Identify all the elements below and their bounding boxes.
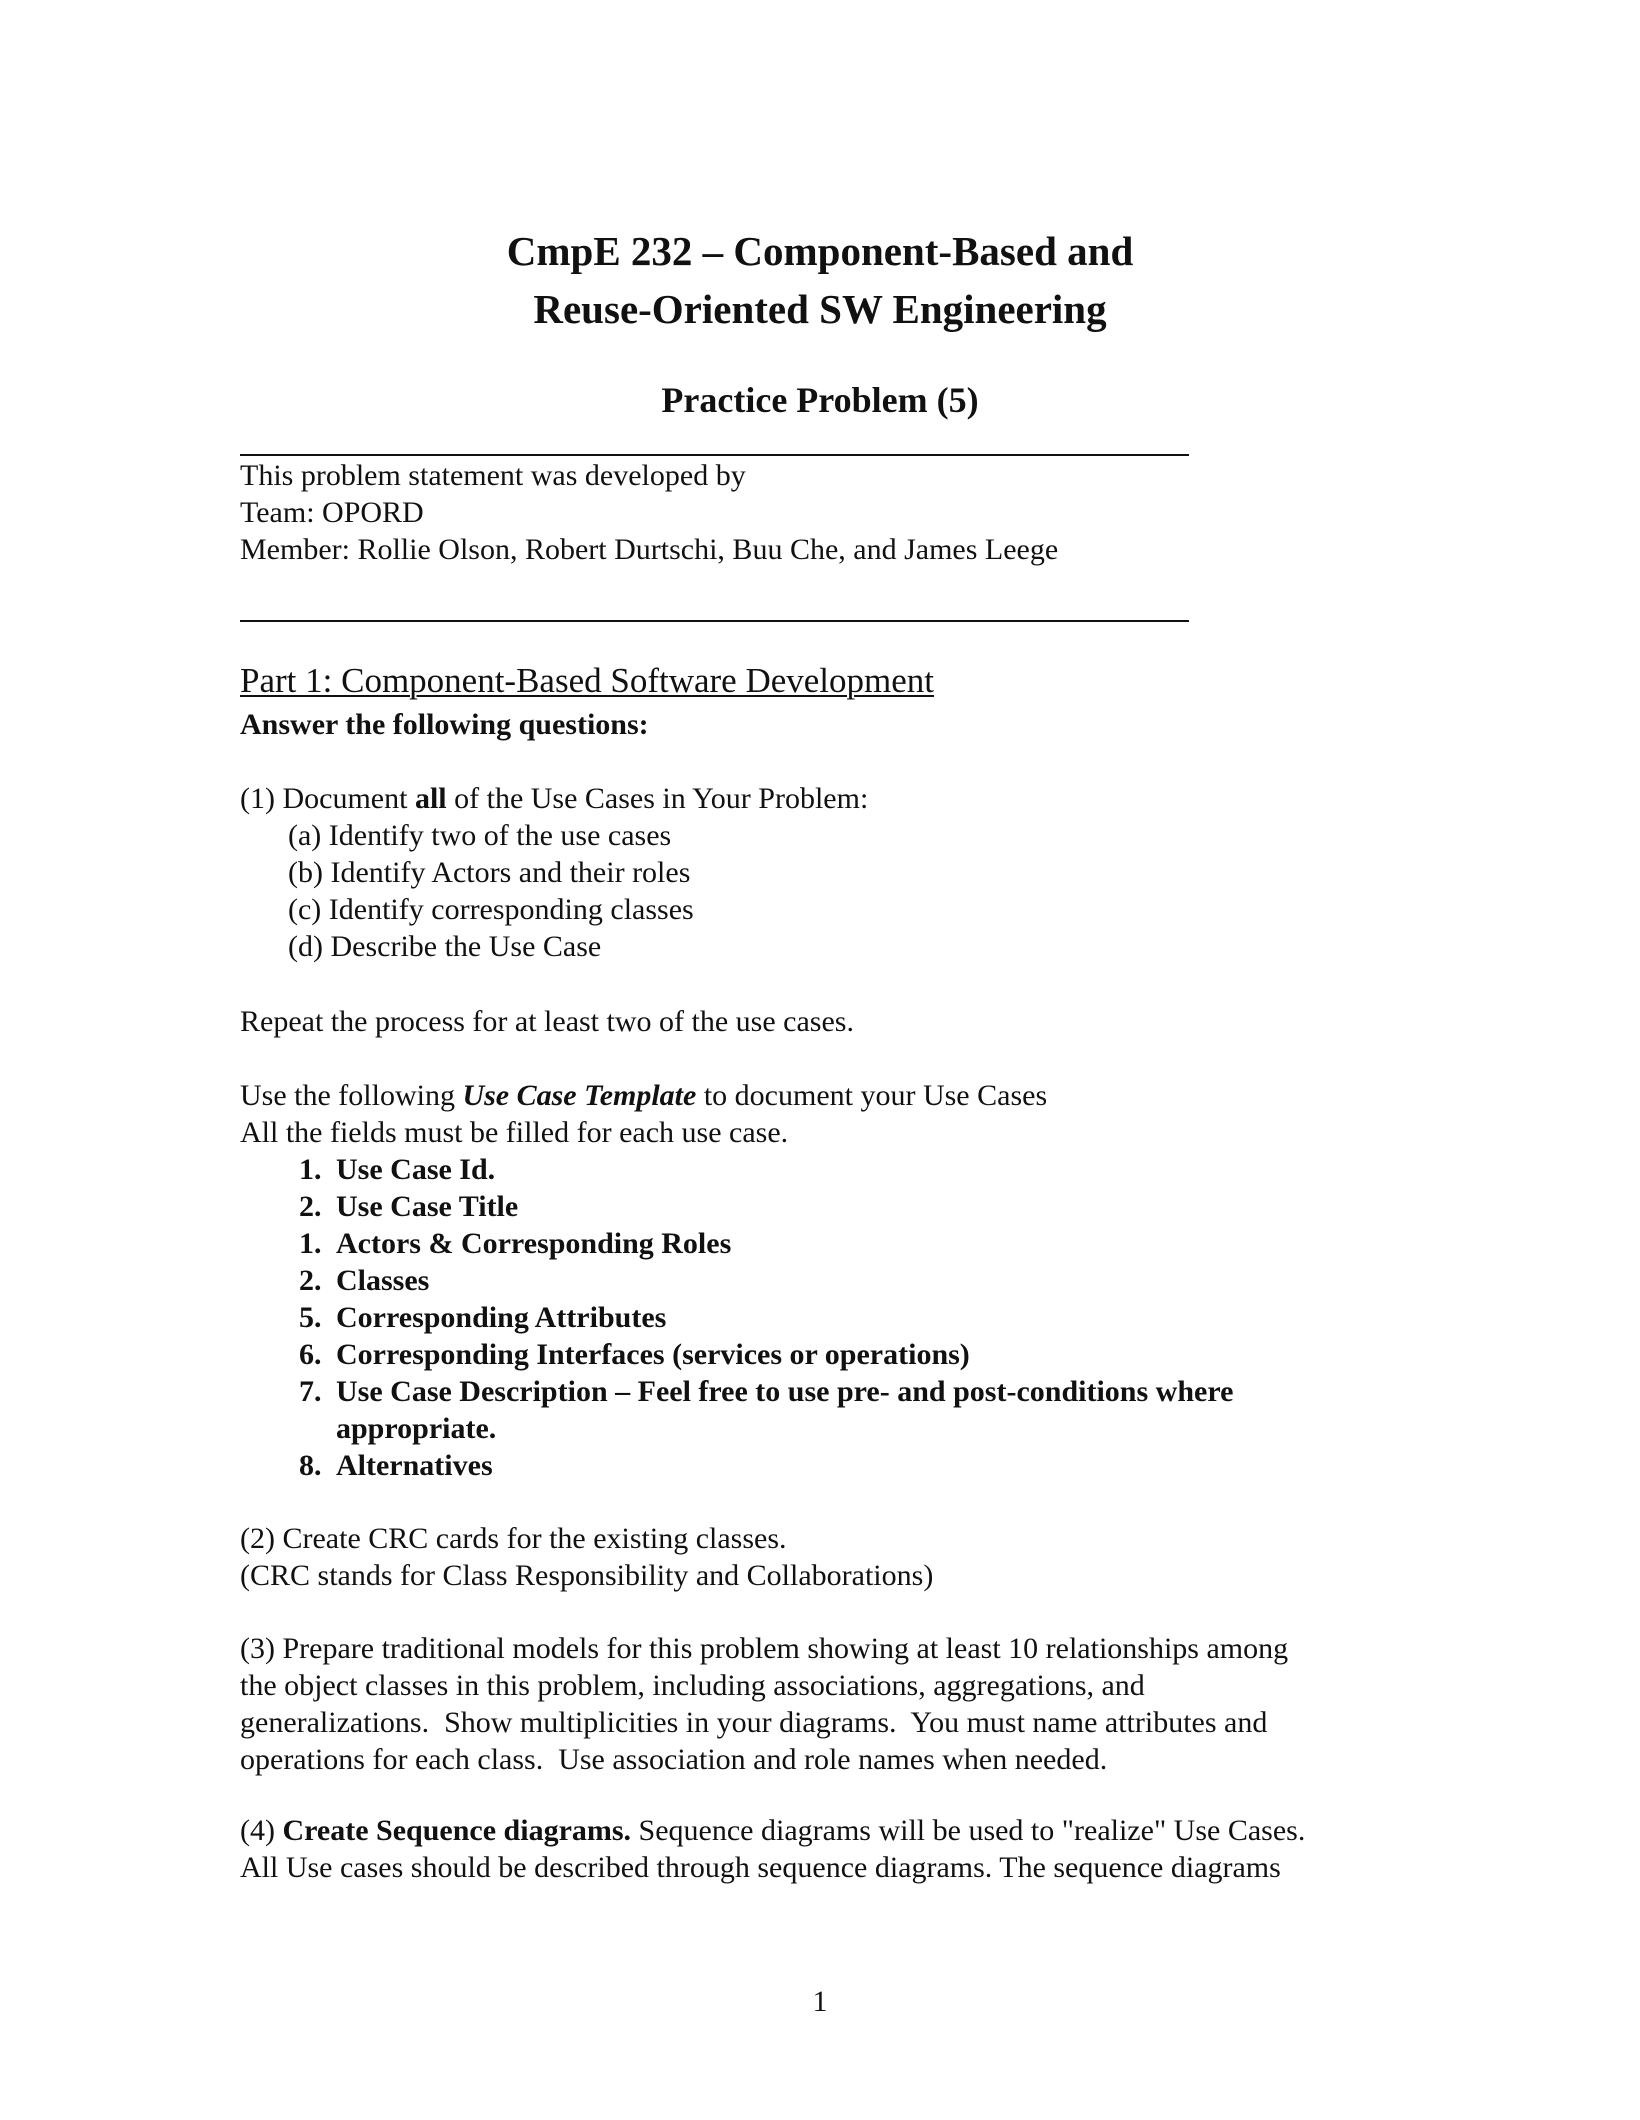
divider-top: [240, 454, 1189, 456]
template-field-list: [240, 1151, 1340, 1484]
question-1-prefix: (1) Document: [240, 782, 415, 815]
list-item-number: 1.: [299, 1153, 322, 1186]
question-2-line-1: (2) Create CRC cards for the existing classes.: [240, 1522, 787, 1555]
list-item-number: 7.: [299, 1375, 322, 1408]
question-3: [240, 1630, 1288, 1778]
list-item: [240, 1447, 1340, 1484]
list-item-number: 5.: [299, 1301, 322, 1334]
list-item-text: Use Case Id.: [336, 1153, 496, 1186]
title-line-2: Reuse-Oriented SW Engineering: [533, 286, 1107, 332]
question-4-line-2: All Use cases should be described through sequence diagrams. The sequence diagrams: [240, 1851, 1281, 1884]
list-item-text: Use Case Title: [336, 1190, 519, 1223]
question-1-suffix: of the Use Cases in Your Problem:: [446, 782, 869, 815]
subitem-c: (c) Identify corresponding classes: [288, 893, 694, 926]
list-item: [240, 1299, 1340, 1336]
list-item-text: Corresponding Attributes: [336, 1301, 667, 1334]
credits-members: Member: Rollie Olson, Robert Durtschi, Buu Che, and James Leege: [240, 533, 1059, 566]
question-3-line-4: operations for each class. Use association and role names when needed.: [240, 1743, 1108, 1776]
subitem-a: (a) Identify two of the use cases: [288, 819, 672, 852]
question-4-line-1: [240, 1812, 1305, 1849]
template-intro: [240, 1077, 1047, 1151]
question-4-suffix: Sequence diagrams will be used to "realize" Use Cases.: [631, 1814, 1306, 1847]
template-intro-prefix: Use the following: [240, 1079, 463, 1112]
divider-bottom: [240, 620, 1189, 622]
template-intro-line-1: [240, 1077, 1047, 1114]
list-item: [240, 1225, 1340, 1262]
page-number: 1: [812, 1985, 828, 2018]
list-item-text: Use Case Description – Feel free to use pre- and post-conditions where appropriate.: [336, 1375, 1234, 1445]
list-item: [240, 1373, 1340, 1447]
list-item-number: 6.: [299, 1338, 322, 1371]
credits-intro: This problem statement was developed by: [240, 459, 746, 492]
question-3-line-3: generalizations. Show multiplicities in your diagrams. You must name attributes and: [240, 1706, 1268, 1739]
question-3-line-1: (3) Prepare traditional models for this problem showing at least 10 relationships among: [240, 1632, 1289, 1665]
answer-prompt: Answer the following questions:: [240, 708, 649, 741]
list-item-number: 8.: [299, 1449, 322, 1482]
question-1: [240, 780, 868, 817]
document-title: [0, 222, 1640, 338]
list-item-number: 2.: [299, 1190, 322, 1223]
template-intro-line-2: All the fields must be filled for each use case.: [240, 1116, 789, 1149]
credits-team: Team: OPORD: [240, 496, 424, 529]
list-item-number: 1.: [299, 1227, 322, 1260]
question-2: [240, 1520, 933, 1594]
list-item-text: Corresponding Interfaces (services or operations): [336, 1338, 970, 1371]
question-4: [240, 1812, 1305, 1886]
question-2-line-2: (CRC stands for Class Responsibility and Collaborations): [240, 1559, 934, 1592]
subitem-d: (d) Describe the Use Case: [288, 930, 602, 963]
list-item-text: Classes: [336, 1264, 430, 1297]
list-item: [240, 1262, 1340, 1299]
credits-block: [240, 457, 1058, 568]
part1-heading: Part 1: Component-Based Software Development: [240, 661, 935, 700]
question-4-bold: Create Sequence diagrams.: [282, 1814, 632, 1847]
template-name: Use Case Template: [462, 1079, 697, 1112]
list-item-text: Actors & Corresponding Roles: [336, 1227, 732, 1260]
title-line-1: CmpE 232 – Component-Based and: [506, 228, 1134, 274]
question-1-subitems: [288, 817, 694, 965]
repeat-instruction: Repeat the process for at least two of the use cases.: [240, 1005, 854, 1038]
subitem-b: (b) Identify Actors and their roles: [288, 856, 691, 889]
list-item: [240, 1188, 1340, 1225]
template-intro-suffix: to document your Use Cases: [696, 1079, 1048, 1112]
document-subtitle: Practice Problem (5): [661, 380, 979, 420]
list-item-text: Alternatives: [336, 1449, 493, 1482]
question-1-bold: all: [414, 782, 447, 815]
list-item: [240, 1151, 1340, 1188]
list-item-number: 2.: [299, 1264, 322, 1297]
question-3-line-2: the object classes in this problem, including associations, aggregations, and: [240, 1669, 1145, 1702]
list-item: [240, 1336, 1340, 1373]
question-4-prefix: (4): [240, 1814, 283, 1847]
